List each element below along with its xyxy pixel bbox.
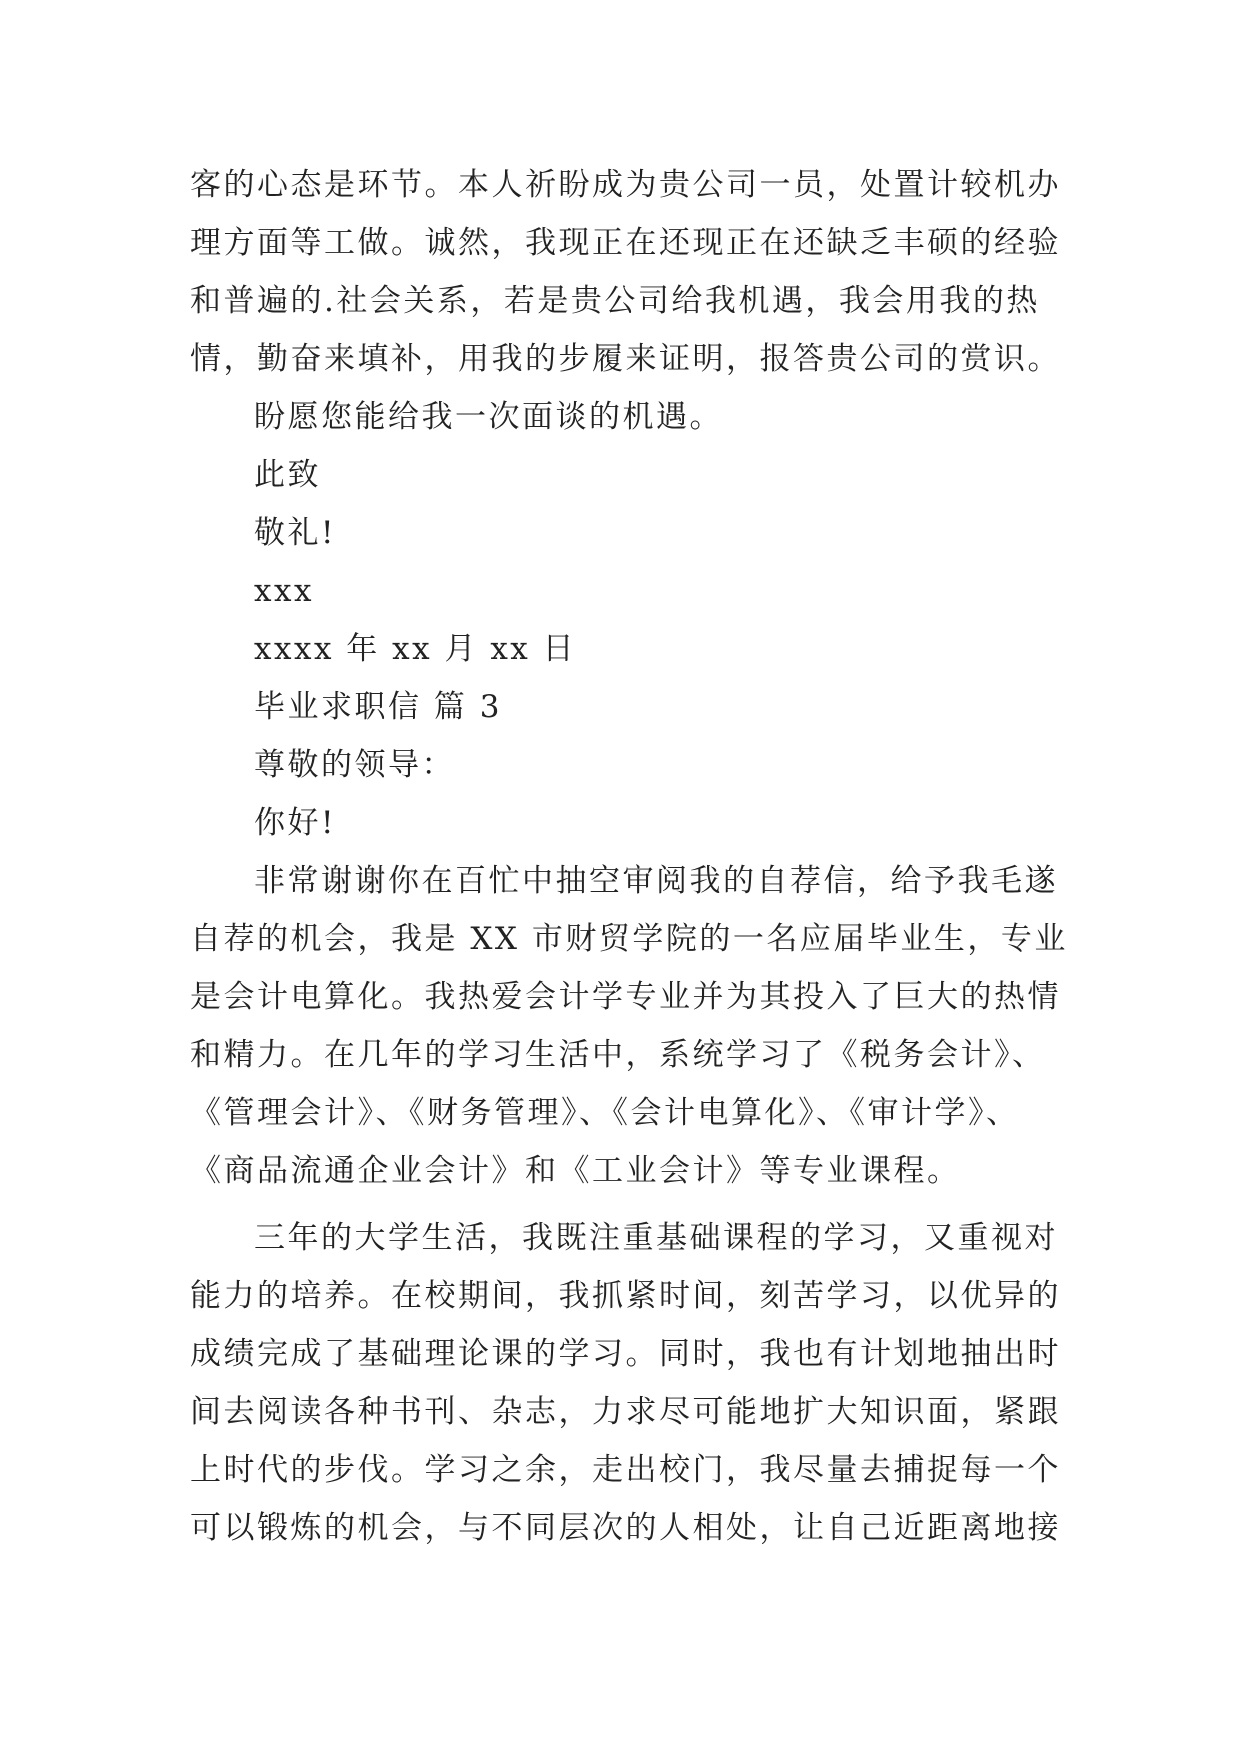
text-line: 可以锻炼的机会，与不同层次的人相处，让自己近距离地接	[190, 1510, 1061, 1546]
letter-body	[190, 156, 1070, 1557]
text-line: 是会计电算化。我热爱会计学专业并为其投入了巨大的热情	[190, 979, 1061, 1015]
paragraph-2	[190, 852, 1070, 1200]
greeting-hello: 你好!	[254, 805, 336, 841]
paragraph-3	[190, 1209, 1070, 1557]
text-line: 能力的培养。在校期间，我抓紧时间，刻苦学习，以优异的	[190, 1278, 1061, 1314]
text-line: 《商品流通企业会计》和《工业会计》等专业课程。	[190, 1153, 961, 1189]
text-line: 和普遍的.社会关系，若是贵公司给我机遇，我会用我的热	[190, 283, 1040, 319]
text-line: 上时代的步伐。学习之余，走出校门，我尽量去捕捉每一个	[190, 1452, 1061, 1488]
signature: xxx	[254, 573, 314, 609]
text-line: 客的心态是环节。本人祈盼成为贵公司一员，处置计较机办	[190, 167, 1061, 203]
section-title: 毕业求职信 篇 3	[254, 689, 502, 725]
text-line: 间去阅读各种书刊、杂志，力求尽可能地扩大知识面，紧跟	[190, 1394, 1061, 1430]
greeting-recipient: 尊敬的领导：	[254, 747, 455, 783]
text-line: 情，勤奋来填补，用我的步履来证明，报答贵公司的赏识。	[190, 341, 1061, 377]
text-line: 非常谢谢你在百忙中抽空审阅我的自荐信，给予我毛遂	[254, 863, 1058, 899]
text-line: 和精力。在几年的学习生活中，系统学习了《税务会计》、	[190, 1037, 1046, 1073]
text-line: 三年的大学生活，我既注重基础课程的学习，又重视对	[254, 1220, 1058, 1256]
closing-request: 盼愿您能给我一次面谈的机遇。	[254, 399, 723, 435]
date: xxxx 年 xx 月 xx 日	[254, 631, 577, 667]
text-line: 自荐的机会，我是 XX 市财贸学院的一名应届毕业生，专业	[190, 921, 1068, 957]
paragraph-1	[190, 156, 1070, 388]
paragraph-gap	[190, 1200, 1070, 1209]
text-line: 《管理会计》、《财务管理》、《会计电算化》、《审计学》、	[190, 1095, 1020, 1131]
text-line: 理方面等工做。诚然，我现正在还现正在还缺乏丰硕的经验	[190, 225, 1061, 261]
salutation-close-2: 敬礼!	[254, 515, 336, 551]
text-line: 成绩完成了基础理论课的学习。同时，我也有计划地抽出时	[190, 1336, 1061, 1372]
salutation-close-1: 此致	[254, 457, 321, 493]
